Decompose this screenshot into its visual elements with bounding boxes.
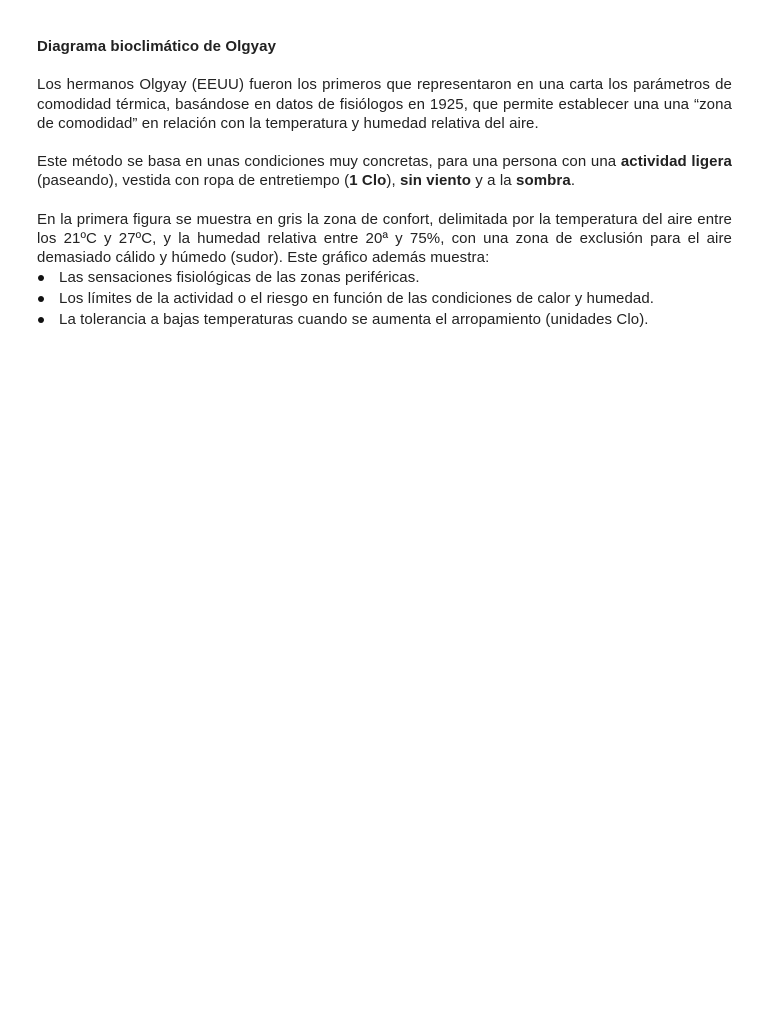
bold-sombra: sombra <box>516 172 571 190</box>
paragraph-method <box>37 152 732 191</box>
bullet-icon <box>38 317 44 323</box>
bullet-list <box>37 268 732 330</box>
bold-actividad-ligera: actividad ligera <box>620 153 733 171</box>
bold-clo: 1 Clo <box>349 172 387 190</box>
list-item-text: La tolerancia a bajas temperaturas cuando se aumenta el arropamiento (unidades Clo). <box>59 311 649 329</box>
document-title: Diagrama bioclimático de Olgyay <box>37 38 277 55</box>
bold-sin-viento: sin viento <box>400 172 472 190</box>
document-page <box>37 37 732 332</box>
list-item <box>37 268 732 287</box>
bullet-icon <box>38 275 44 281</box>
paragraph-method-text-1: Este método se basa en unas condiciones muy concretas, para una persona con una <box>37 153 621 171</box>
paragraph-figure: En la primera figura se muestra en gris la zona de confort, delimitada por la temperatura del aire entre los 21ºC y 27ºC, y la humedad relativa entre 20ª y 75%, con una zona de exclusión para el aire demasiado cálido y húmedo (sudor). Este gráfico además muestra: <box>37 210 732 267</box>
paragraph-method-text-3: ), <box>386 172 401 190</box>
list-item-text: Los límites de la actividad o el riesgo en función de las condiciones de calor y humedad. <box>59 289 655 307</box>
list-item-text: Las sensaciones fisiológicas de las zonas periféricas. <box>59 268 420 286</box>
paragraph-method-text-5: . <box>570 172 576 190</box>
bullet-icon <box>38 296 44 302</box>
paragraph-intro: Los hermanos Olgyay (EEUU) fueron los primeros que representaron en una carta los parámetros de comodidad térmica, basándose en datos de fisiólogos en 1925, que permite establecer una una “zona de comodidad” en relación con la temperatura y humedad relativa del aire. <box>37 76 732 132</box>
list-item <box>37 289 732 308</box>
paragraph-method-text-2: (paseando), vestida con ropa de entretiempo ( <box>37 172 350 190</box>
paragraph-method-text-4: y a la <box>471 172 517 190</box>
list-item <box>37 310 732 329</box>
